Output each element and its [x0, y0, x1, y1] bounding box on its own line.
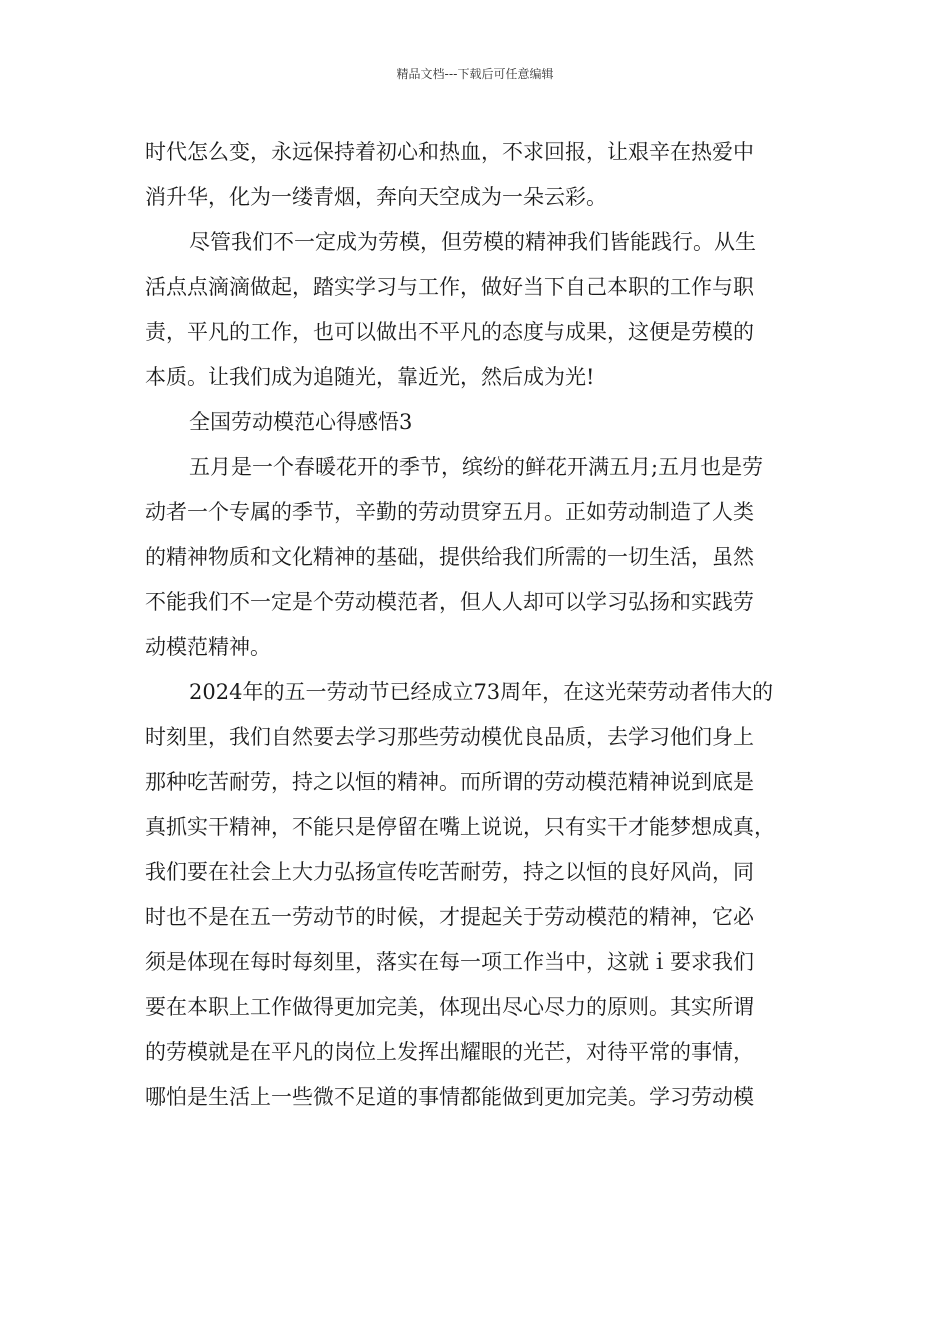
text-line: 五月是一个春暖花开的季节，缤纷的鲜花开满五月;五月也是劳 — [189, 455, 764, 479]
text-line: 时代怎么变，永远保持着初心和热血，不求回报，让艰辛在热爱中 — [145, 140, 754, 164]
text-line: 尽管我们不一定成为劳模，但劳模的精神我们皆能践行。从生 — [189, 230, 756, 254]
text-line: 须是体现在每时每刻里，落实在每一项工作当中，这就ｉ要求我们 — [145, 950, 754, 974]
text-line: 动者一个专属的季节，辛勤的劳动贯穿五月。正如劳动制造了人类 — [145, 500, 754, 524]
text-line: 动模范精神。 — [145, 635, 271, 659]
section-heading: 全国劳动模范心得感悟3 — [189, 410, 413, 434]
text-line: 2024年的五一劳动节已经成立73周年，在这光荣劳动者伟大的 — [189, 680, 774, 704]
document-body — [145, 130, 813, 1120]
text-line: 哪怕是生活上一些微不足道的事情都能做到更加完美。学习劳动模 — [145, 1085, 754, 1109]
text-line: 时刻里，我们自然要去学习那些劳动模优良品质，去学习他们身上 — [145, 725, 754, 749]
text-line: 的劳模就是在平凡的岗位上发挥出耀眼的光芒，对待平常的事情， — [145, 1040, 754, 1064]
text-line: 本质。让我们成为追随光，靠近光，然后成为光! — [145, 365, 595, 389]
text-line: 那种吃苦耐劳，持之以恒的精神。而所谓的劳动模范精神说到底是 — [145, 770, 754, 794]
page-header: 精品文档---下载后可任意编辑 — [396, 67, 554, 81]
text-line: 消升华，化为一缕青烟，奔向天空成为一朵云彩。 — [145, 185, 607, 209]
text-line: 活点点滴滴做起，踏实学习与工作，做好当下自己本职的工作与职 — [145, 275, 754, 299]
text-line: 要在本职上工作做得更加完美，体现出尽心尽力的原则。其实所谓 — [145, 995, 754, 1019]
text-line: 的精神物质和文化精神的基础，提供给我们所需的一切生活，虽然 — [145, 545, 754, 569]
text-line: 我们要在社会上大力弘扬宣传吃苦耐劳，持之以恒的良好风尚，同 — [145, 860, 754, 884]
text-line: 真抓实干精神，不能只是停留在嘴上说说，只有实干才能梦想成真， — [145, 815, 775, 839]
text-line: 责，平凡的工作，也可以做出不平凡的态度与成果，这便是劳模的 — [145, 320, 754, 344]
text-line: 时也不是在五一劳动节的时候，才提起关于劳动模范的精神，它必 — [145, 905, 754, 929]
text-line: 不能我们不一定是个劳动模范者，但人人却可以学习弘扬和实践劳 — [145, 590, 754, 614]
